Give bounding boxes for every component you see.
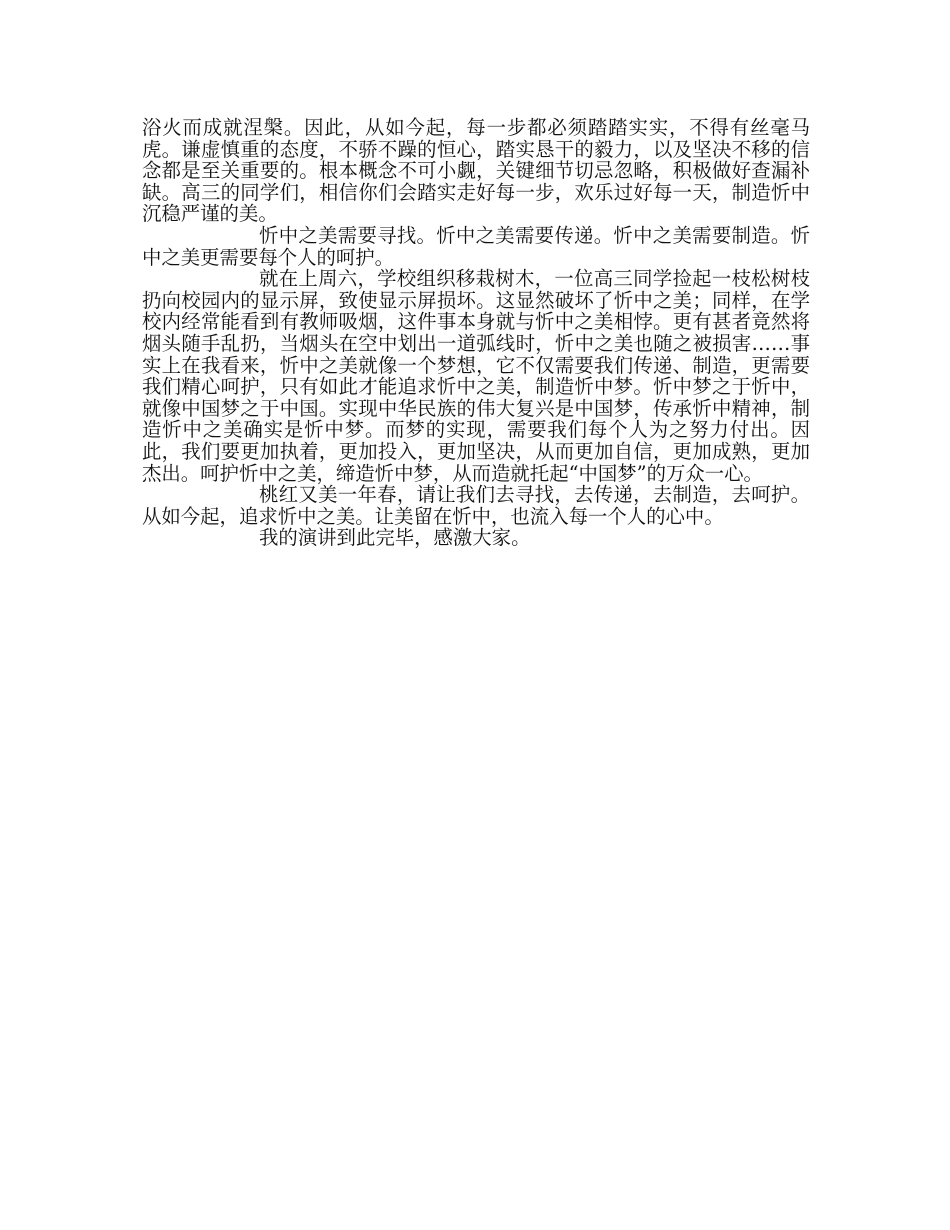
paragraph-4: 桃红又美一年春，请让我们去寻找，去传递，去制造，去呵护。从如今起，追求忻中之美。让美留在忻中，也流入每一个人的心中。 (142, 483, 810, 528)
document-body (142, 117, 810, 549)
paragraph-1: 浴火而成就涅槃。因此，从如今起，每一步都必须踏踏实实，不得有丝毫马虎。谦虚慎重的态度，不骄不躁的恒心，踏实恳干的毅力，以及坚决不移的信念都是至关重要的。根本概念不可小觑，关键细节切忌忽略，积极做好查漏补缺。高三的同学们，相信你们会踏实走好每一步，欢乐过好每一天，制造忻中沉稳严谨的美。 (142, 116, 810, 226)
paragraph-3: 就在上周六，学校组织移栽树木，一位高三同学捡起一枝松树枝扔向校园内的显示屏，致使显示屏损坏。这显然破坏了忻中之美；同样，在学校内经常能看到有教师吸烟，这件事本身就与忻中之美相悖。更有甚者竟然将烟头随手乱扔，当烟头在空中划出一道弧线时，忻中之美也随之被损害……事实上在我看来，忻中之美就像一个梦想，它不仅需要我们传递、制造，更需要我们精心呵护，只有如此才能追求忻中之美，制造忻中梦。忻中梦之于忻中，就像中国梦之于中国。实现中华民族的伟大复兴是中国梦，传承忻中精神，制造忻中之美确实是忻中梦。而梦的实现，需要我们每个人为之努力付出。因此，我们要更加执着，更加投入，更加坚决，从而更加自信，更加成熟，更加杰出。呵护忻中之美，缔造忻中梦，从而造就托起“中国梦”的万众一心。 (142, 267, 810, 485)
paragraph-2: 忻中之美需要寻找。忻中之美需要传递。忻中之美需要制造。忻中之美更需要每个人的呵护。 (142, 223, 810, 269)
paragraph-5: 我的演讲到此完毕，感激大家。 (259, 526, 531, 550)
